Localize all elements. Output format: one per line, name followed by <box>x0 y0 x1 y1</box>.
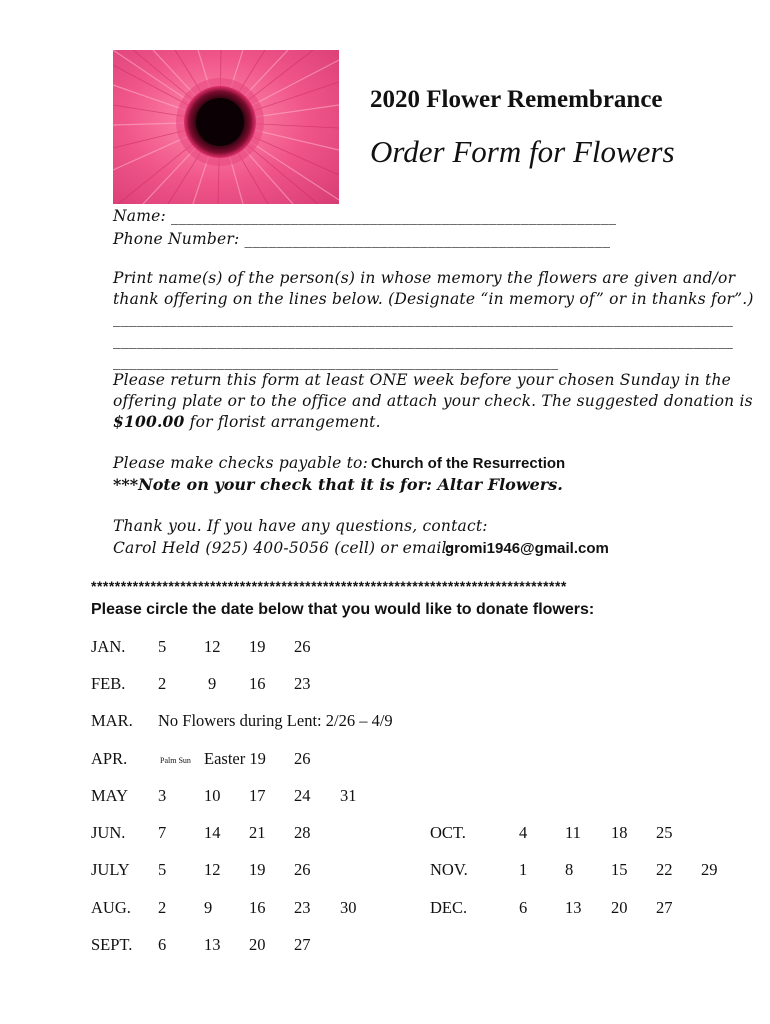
date-option[interactable]: 6 <box>519 898 528 917</box>
month-jun: JUN. <box>91 823 126 842</box>
date-option[interactable]: 13 <box>204 935 221 954</box>
return-instructions-tail: for florist arrangement. <box>184 413 381 431</box>
date-option[interactable]: 4 <box>519 823 528 842</box>
date-option[interactable]: 16 <box>249 898 266 917</box>
month-sep: SEPT. <box>91 935 133 954</box>
page-title: 2020 Flower Remembrance <box>370 86 663 113</box>
payable-value: Church of the Resurrection <box>371 455 566 472</box>
date-option[interactable]: 3 <box>158 786 167 805</box>
date-option[interactable]: 22 <box>656 860 673 879</box>
month-mar: MAR. <box>91 711 133 730</box>
month-nov: NOV. <box>430 860 468 879</box>
date-option[interactable]: 26 <box>294 749 311 768</box>
payable-label: Please make checks payable to: <box>113 454 368 472</box>
date-option[interactable]: 30 <box>340 898 357 917</box>
date-option[interactable]: 26 <box>294 637 311 656</box>
calendar-heading: Please circle the date below that you would like to donate flowers: <box>91 601 595 618</box>
month-jan: JAN. <box>91 637 126 656</box>
date-option[interactable]: 31 <box>340 786 357 805</box>
date-option[interactable]: 15 <box>611 860 628 879</box>
phone-field-line[interactable]: Phone Number: ______________________________________________ <box>113 230 611 248</box>
memorial-blank-line-1[interactable]: ______________________________________________________________________________ <box>113 309 734 327</box>
date-option[interactable]: 7 <box>158 823 167 842</box>
date-option[interactable]: 13 <box>565 898 582 917</box>
month-oct: OCT. <box>430 823 466 842</box>
date-option[interactable]: 27 <box>294 935 311 954</box>
contact-label: Carol Held (925) 400-5056 (cell) or email: <box>113 539 453 557</box>
date-option[interactable]: 6 <box>158 935 167 954</box>
date-option[interactable]: 11 <box>565 823 581 842</box>
thank-you-text: Thank you. If you have any questions, contact: <box>113 517 488 535</box>
date-option[interactable]: 27 <box>656 898 673 917</box>
date-option[interactable]: 1 <box>519 860 528 879</box>
return-instructions-3 <box>113 412 381 431</box>
month-feb: FEB. <box>91 674 126 693</box>
date-option[interactable]: 5 <box>158 860 167 879</box>
date-option[interactable]: 20 <box>249 935 266 954</box>
date-option[interactable]: 10 <box>204 786 221 805</box>
date-option[interactable]: 23 <box>294 674 311 693</box>
date-option[interactable]: 17 <box>249 786 266 805</box>
date-option[interactable]: 19 <box>249 637 266 656</box>
page-subtitle: Order Form for Flowers <box>370 134 675 169</box>
date-option[interactable]: 21 <box>249 823 266 842</box>
date-option[interactable]: 16 <box>249 674 266 693</box>
date-option[interactable]: 5 <box>158 637 167 656</box>
date-option[interactable]: 29 <box>701 860 718 879</box>
memorial-blank-line-3[interactable]: ________________________________________________________ <box>113 352 559 370</box>
date-option[interactable]: 8 <box>565 860 574 879</box>
date-option[interactable]: 25 <box>656 823 673 842</box>
date-option[interactable]: 26 <box>294 860 311 879</box>
date-option[interactable]: 20 <box>611 898 628 917</box>
date-option[interactable]: 18 <box>611 823 628 842</box>
memorial-blank-line-2[interactable]: ______________________________________________________________________________ <box>113 331 734 349</box>
date-option[interactable]: 12 <box>204 860 221 879</box>
date-option[interactable]: 2 <box>158 674 167 693</box>
month-apr: APR. <box>91 749 128 768</box>
return-instructions-1: Please return this form at least ONE week before your chosen Sunday in the <box>113 371 732 389</box>
instructions-line-2: thank offering on the lines below. (Designate “in memory of” or in thanks for”.) <box>113 290 754 308</box>
return-instructions-2: offering plate or to the office and attach your check. The suggested donation is <box>113 392 753 410</box>
month-dec: DEC. <box>430 898 468 917</box>
date-option[interactable]: 12 <box>204 637 221 656</box>
date-option[interactable]: 9 <box>208 674 217 693</box>
date-option[interactable]: 2 <box>158 898 167 917</box>
contact-email[interactable]: gromi1946@gmail.com <box>445 540 609 557</box>
check-note: ***Note on your check that it is for: Altar Flowers. <box>113 475 563 494</box>
separator-stars: ******************************************************************************** <box>91 578 567 594</box>
date-option-easter[interactable]: Easter 19 <box>204 749 266 768</box>
instructions-line-1: Print name(s) of the person(s) in whose memory the flowers are given and/or <box>113 269 736 287</box>
lent-notice: No Flowers during Lent: 2/26 – 4/9 <box>158 711 393 730</box>
date-option[interactable]: 9 <box>204 898 213 917</box>
date-option[interactable]: 23 <box>294 898 311 917</box>
month-may: MAY <box>91 786 128 805</box>
suggested-donation-amount: $100.00 <box>113 412 185 431</box>
month-aug: AUG. <box>91 898 131 917</box>
month-jul: JULY <box>91 860 130 879</box>
palm-sunday-label: Palm Sun <box>160 756 191 765</box>
flower-photo <box>113 50 339 204</box>
name-field-line[interactable]: Name: ________________________________________________________ <box>113 207 617 225</box>
gerbera-daisy-image <box>113 50 339 204</box>
date-option[interactable]: 24 <box>294 786 311 805</box>
date-option[interactable]: 14 <box>204 823 221 842</box>
date-option[interactable]: 28 <box>294 823 311 842</box>
date-option[interactable]: 19 <box>249 860 266 879</box>
